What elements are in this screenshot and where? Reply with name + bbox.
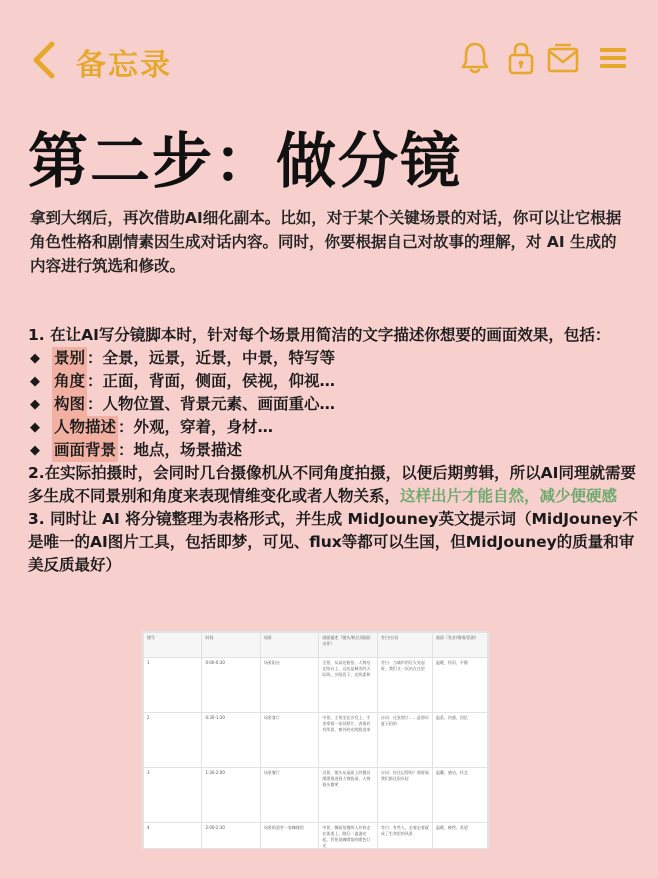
step-2-highlight: 这样出片才能自然，减少便硬感 [400,487,618,505]
bullet-item [28,347,640,370]
table-cell: 温柔，伤感，回忆 [432,713,487,768]
table-cell: 全景，从高处俯拍，人物站在阳台上，远处是城市的天际线，夕阳西下，光线柔和 [319,658,377,713]
table-header-row [144,633,488,658]
bullet-item [28,439,640,462]
top-bar [0,0,658,120]
bullet-term: 构图 [52,393,87,416]
table-cell: 场景街道旁一家咖啡馆 [260,823,318,850]
diamond-icon: ◆ [30,374,40,389]
table-cell: 温暖，怀旧，平静 [432,658,487,713]
table-cell: 2 [144,713,202,768]
diamond-icon: ◆ [30,443,40,458]
table-cell: 1 [144,658,202,713]
table-cell: 1:30-2:00 [202,768,260,823]
table-row [144,768,488,823]
table-row [144,713,488,768]
bullet-term: 人物描述 [52,416,118,439]
table-header-cell: 画面（发音/情绪/氛围） [432,633,487,658]
diamond-icon: ◆ [30,351,40,366]
page-title: 第二步：做分镜 [28,127,462,197]
table-cell: 场景客厅 [260,713,318,768]
table-cell: 3 [144,768,202,823]
table-header-cell: 时间 [202,633,260,658]
bullet-text: ：地点，场景描述 [118,441,243,459]
bullet-text: ：外观，穿着，身材… [118,418,274,436]
table-cell: 近景，镜头从桌面上的餐具缓缓推进到人物脸部，人物低头微笑 [319,768,377,823]
diamond-icon: ◆ [30,420,40,435]
table-header-cell: 画面描述（镜头/机位/画面/动作） [319,633,377,658]
table-row [144,658,488,713]
step-3-text: 3. 同时让 AI 将分镜整理为表格形式，并生成 MidJouney英文提示词（MidJouney不是唯一的AI图片工具，包括即梦，可见、flux等都可以生国，但MidJouney的质量和审美反质最好） [28,510,638,574]
table-cell: 场景阳台 [260,658,318,713]
bullet-text: ：人物位置、背景元素、画面重心… [87,395,336,413]
table-cell: 中景，侧面拍摄两人并肩走在街道上，路灯一盏盏亮起，背景是咖啡馆的暖色灯光 [319,823,377,850]
table-header-cell: 旁白/台词 [377,633,432,658]
menu-icon[interactable] [596,40,630,76]
table-cell: 旁白：当城市的灯火亮起时，我们又一次站在这里 [377,658,432,713]
bullet-text: ：全景，远景，近景，中景，特写等 [87,349,336,367]
table-cell: 0:00-0:30 [202,658,260,713]
table-cell: 台词：这张照片……是那年夏天拍的 [377,713,432,768]
table-header-cell: 场景 [260,633,318,658]
table-cell: 温暖，释然，希望 [432,823,487,850]
app-title: 备忘录 [76,48,172,83]
diamond-icon: ◆ [30,397,40,412]
table-cell: 温馨，感动，怀念 [432,768,487,823]
table-header-cell: 镜号 [144,633,202,658]
envelope-icon[interactable] [546,40,580,76]
table-cell: 2:00-2:30 [202,823,260,850]
bullet-term: 角度 [52,370,87,393]
intro-paragraph: 拿到大纲后，再次借助AI细化副本。比如，对于某个关键场景的对话，你可以让它根据角色性格和剧情素因生成对话内容。同时，你要根据自己对故事的理解，对 AI 生成的内容进行筑选和修改。 [30,209,622,275]
bullet-term: 景别 [52,347,87,370]
table-cell: 旁白：有些人，走着走着就成了生命里的风景 [377,823,432,850]
lock-icon[interactable] [504,40,538,76]
table-cell: 4 [144,823,202,850]
table-row [144,823,488,850]
chevron-left-icon[interactable] [26,38,66,82]
step-1-text: 1. 在让AI写分镜脚本时，针对每个场景用简洁的文字描述你想要的画面效果，包括： [28,326,611,344]
step-2-text [28,462,640,508]
bullet-text: ：正面，背面，侧面，侯视，仰视… [87,372,336,390]
table-cell: 0:30-1:30 [202,713,260,768]
table-cell: 台词：你还记得吗？那时候我们都还很年轻 [377,768,432,823]
bullet-item [28,393,640,416]
bell-icon[interactable] [458,40,492,76]
storyboard-table-image [142,631,489,849]
table-cell: 场景餐厅 [260,768,318,823]
steps-section [28,324,640,577]
bullet-item [28,416,640,439]
storyboard-table [143,632,488,849]
table-cell: 中景，主角坐在沙发上，手里拿着一张旧照片，表情若有所思，窗外的光线照进来 [319,713,377,768]
bullet-term: 画面背景 [52,439,118,462]
step-2-main: 2.在实际拍摄时，会同时几台摄像机从不同角度拍摄，以便后期剪辑，所以AI同理就需要多生成不同景别和角度来表现情维变化或者人物关系， [28,464,636,505]
bullet-item [28,370,640,393]
